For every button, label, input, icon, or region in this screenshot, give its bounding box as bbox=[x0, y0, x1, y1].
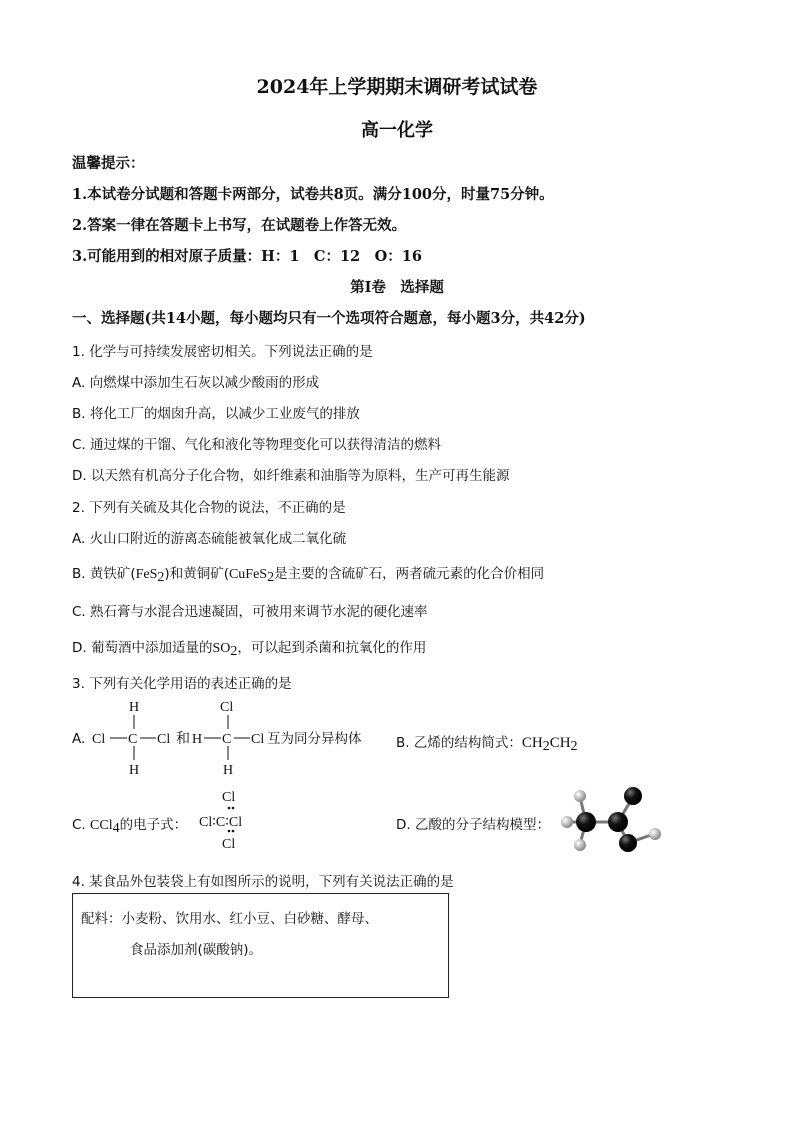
atom-c-1: C bbox=[128, 732, 138, 747]
dot-cl-bottom: Cl bbox=[222, 837, 236, 852]
atom-cl-4: Cl bbox=[220, 700, 234, 715]
ingredient-line-2: 食品添加剂(碳酸钠)。 bbox=[130, 942, 263, 958]
exam-subject: 高一化学 bbox=[361, 120, 433, 141]
ingredient-line-1: 配料：小麦粉、饮用水、红小豆、白砂糖、酵母、 bbox=[81, 911, 378, 927]
q3-option-b: B. 乙烯的结构简式：CH2CH2 bbox=[396, 735, 578, 754]
atom-h-4: H bbox=[223, 763, 234, 778]
atom-c-2: C bbox=[222, 732, 232, 747]
q1-option-c: C. 通过煤的干馏、气化和液化等物理变化可以获得清洁的燃料 bbox=[72, 437, 442, 453]
q4-stem: 4. 某食品外包装袋上有如图所示的说明，下列有关说法正确的是 bbox=[72, 874, 454, 890]
atom-cl-2: Cl bbox=[157, 732, 171, 747]
notice-item-2: 2.答案一律在答题卡上书写，在试题卷上作答无效。 bbox=[72, 217, 407, 234]
q3-option-d: D. 乙酸的分子结构模型： bbox=[396, 817, 550, 833]
q1-option-d: D. 以天然有机高分子化合物，如纤维素和油脂等为原料，生产可再生能源 bbox=[72, 468, 510, 484]
ingredient-label-box bbox=[72, 893, 449, 998]
atom-cl-1: Cl bbox=[92, 732, 106, 747]
notice-item-1: 1.本试卷分试题和答题卡两部分，试卷共8页。满分100分，时量75分钟。 bbox=[72, 186, 554, 203]
notice-item-3: 3.可能用到的相对原子质量：H：1 C：12 O：16 bbox=[72, 248, 422, 265]
q2-stem: 2. 下列有关硫及其化合物的说法，不正确的是 bbox=[72, 500, 346, 516]
q1-stem: 1. 化学与可持续发展密切相关。下列说法正确的是 bbox=[72, 344, 373, 360]
q3-option-c: C. CCl4的电子式： bbox=[72, 817, 188, 836]
q3-option-a-structures bbox=[90, 696, 390, 778]
q2-option-d: D. 葡萄酒中添加适量的SO2，可以起到杀菌和抗氧化的作用 bbox=[72, 640, 427, 659]
atom-cl-3: Cl bbox=[251, 732, 265, 747]
dot-cl-top: Cl bbox=[222, 790, 236, 805]
q2-option-b: B. 黄铁矿(FeS2)和黄铜矿(CuFeS2是主要的含硫矿石，两者硫元素的化合价相同 bbox=[72, 566, 545, 585]
part-heading: 第Ⅰ卷 选择题 bbox=[350, 279, 444, 296]
acetic-acid-model bbox=[556, 782, 668, 854]
q3-option-a-label: A. bbox=[72, 731, 86, 747]
atom-h-3: H bbox=[192, 732, 203, 747]
q3-a-and: 和 bbox=[176, 732, 190, 747]
q2-option-a: A. 火山口附近的游离态硫能被氧化成二氧化硫 bbox=[72, 531, 347, 547]
exam-title: 2024年上学期期末调研考试试卷 bbox=[256, 76, 538, 98]
q3-a-text: 互为同分异构体 bbox=[267, 731, 362, 747]
notice-heading: 温馨提示： bbox=[72, 155, 145, 172]
q3-stem: 3. 下列有关化学用语的表述正确的是 bbox=[72, 676, 292, 692]
ccl4-electron-dot bbox=[196, 786, 266, 852]
section-heading: 一、选择题(共14小题，每小题均只有一个选项符合题意，每小题3分，共42分) bbox=[72, 310, 586, 327]
atom-h-1: H bbox=[129, 700, 140, 715]
atom-h-2: H bbox=[129, 763, 140, 778]
q1-option-a: A. 向燃煤中添加生石灰以减少酸雨的形成 bbox=[72, 375, 320, 391]
dot-center-row: Cl∶C∶Cl bbox=[199, 815, 243, 830]
q2-option-c: C. 熟石膏与水混合迅速凝固，可被用来调节水泥的硬化速率 bbox=[72, 604, 428, 620]
q1-option-b: B. 将化工厂的烟囱升高，以减少工业废气的排放 bbox=[72, 406, 360, 422]
